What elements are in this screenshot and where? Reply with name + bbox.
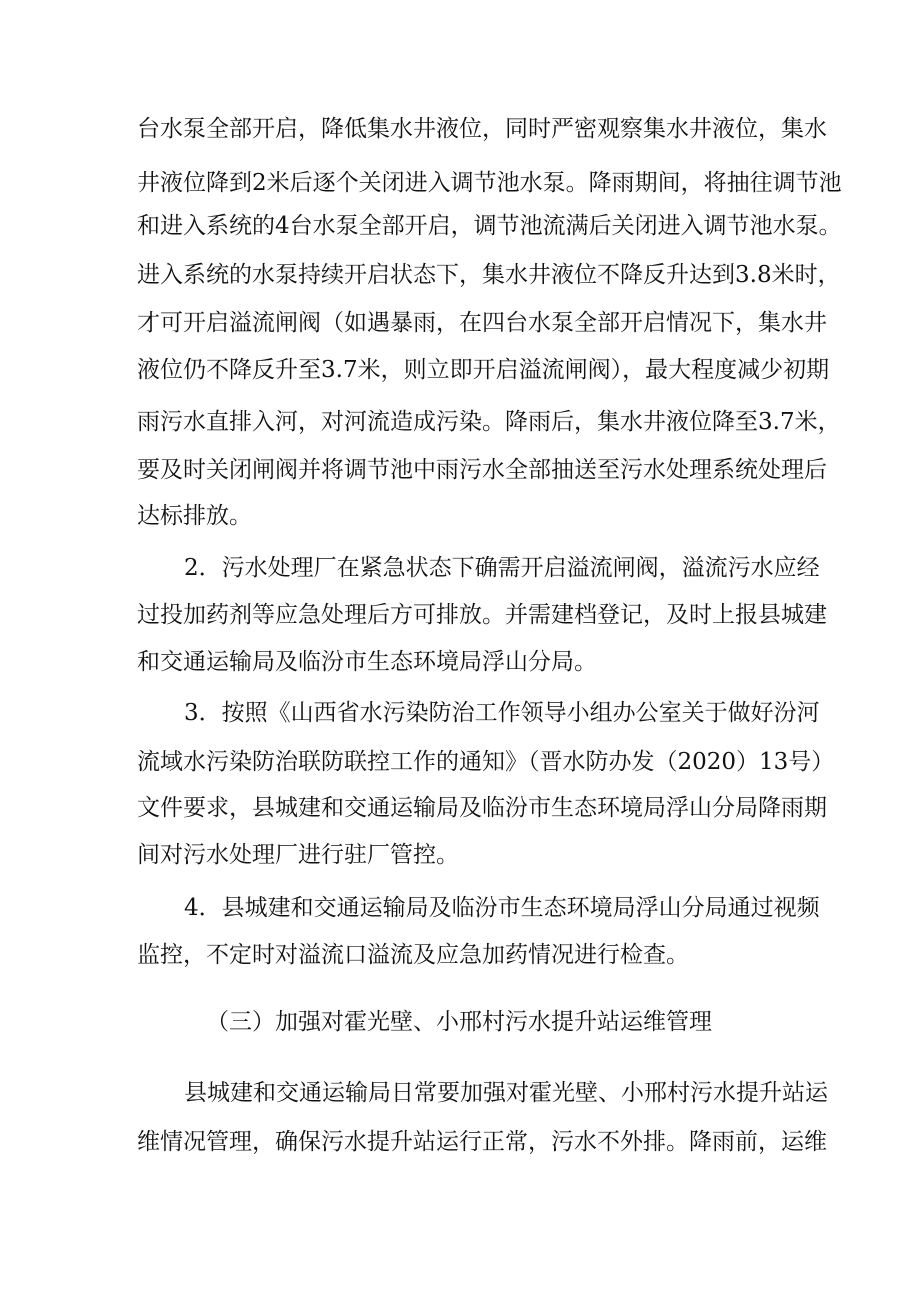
text-line: 流域水污染防治联防联控工作的通知》（晋水防办发（2020）13号） xyxy=(137,749,835,775)
text-line: 液位仍不降反升至3.7米，则立即开启溢流闸阀），最大程度减少初期 xyxy=(137,357,830,383)
text-line: 台水泵全部开启，降低集水井液位，同时严密观察集水井液位，集水 xyxy=(137,116,827,142)
text-line: 达标排放。 xyxy=(137,503,252,529)
text-line: 才可开启溢流闸阀（如遇暴雨，在四台水泵全部开启情况下，集水井 xyxy=(137,310,827,336)
text-line: 2．污水处理厂在紧急状态下确需开启溢流闸阀，溢流污水应经 xyxy=(184,555,820,581)
text-line: 文件要求，县城建和交通运输局及临汾市生态环境局浮山分局降雨期 xyxy=(137,795,827,821)
text-line: 县城建和交通运输局日常要加强对霍光壁、小邢村污水提升站运 xyxy=(184,1080,828,1106)
text-line: 过投加药剂等应急处理后方可排放。并需建档登记，及时上报县城建 xyxy=(137,602,827,628)
text-line: 3．按照《山西省水污染防治工作领导小组办公室关于做好汾河 xyxy=(184,700,820,726)
text-line: 和进入系统的4台水泵全部开启，调节池流满后关闭进入调节池水泵。 xyxy=(137,213,842,239)
text-line: 和交通运输局及临汾市生态环境局浮山分局。 xyxy=(137,649,597,675)
text-line: 要及时关闭闸阀并将调节池中雨污水全部抽送至污水处理系统处理后 xyxy=(137,457,827,483)
text-line: 监控，不定时对溢流口溢流及应急加药情况进行检查。 xyxy=(137,942,689,968)
text-line: 井液位降到2米后逐个关闭进入调节池水泵。降雨期间，将抽往调节池 xyxy=(137,170,842,196)
text-line: 维情况管理，确保污水提升站运行正常，污水不外排。降雨前，运维 xyxy=(137,1129,827,1155)
text-line: 4．县城建和交通运输局及临汾市生态环境局浮山分局通过视频 xyxy=(184,895,820,921)
text-line: 雨污水直排入河，对河流造成污染。降雨后，集水井液位降至3.7米， xyxy=(137,409,841,435)
text-line: 进入系统的水泵持续开启状态下，集水井液位不降反升达到3.8米时， xyxy=(137,262,841,288)
text-line: 间对污水处理厂进行驻厂管控。 xyxy=(137,842,459,868)
section-heading: （三）加强对霍光壁、小邢村污水提升站运维管理 xyxy=(206,1009,712,1035)
